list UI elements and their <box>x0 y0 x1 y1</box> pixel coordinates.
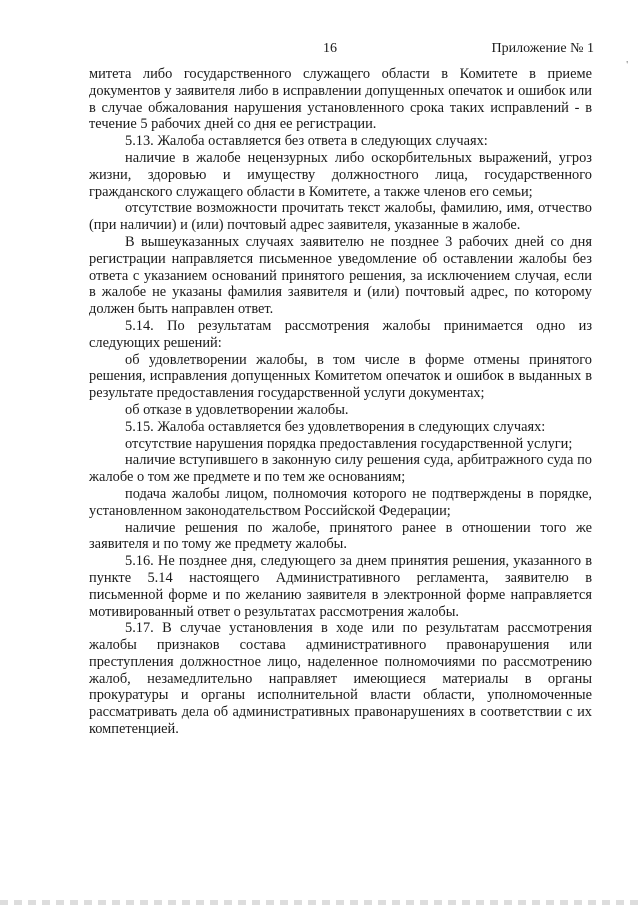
scan-border <box>0 900 640 905</box>
edge-mark: ' <box>626 60 628 71</box>
paragraph-item: подача жалобы лицом, полномочия которого не подтверждены в порядке, установленном законодательством Российской Федерации; <box>89 485 592 519</box>
paragraph-5-15: 5.15. Жалоба оставляется без удовлетворения в следующих случаях: <box>125 418 546 435</box>
page-number: 16 <box>323 41 337 56</box>
paragraph-5-14: 5.14. По результатам рассмотрения жалобы принимается одно из следующих решений: <box>89 317 592 351</box>
paragraph-item: об удовлетворении жалобы, в том числе в форме отмены принятого решения, исправления допущенных Комитетом опечаток и ошибок в выданных в результате предоставления государственной услуги документах; <box>89 351 592 402</box>
paragraph: В вышеуказанных случаях заявителю не позднее 3 рабочих дней со дня регистрации направляется письменное уведомление об оставлении жалобы без ответа с указанием оснований принятого решения, за исключением случая, если в жалобе не указаны фамилия заявителя и (или) почтовый адрес, по которому должен быть направлен ответ. <box>89 233 592 318</box>
paragraph-5-16: 5.16. Не позднее дня, следующего за днем принятия решения, указанного в пункте 5.14 настоящего Административного регламента, заявителю в письменной форме и по желанию заявителя в электронной форме направляется мотивированный ответ о результатах рассмотрения жалобы. <box>89 553 592 620</box>
paragraph-item: отсутствие возможности прочитать текст жалобы, фамилию, имя, отчество (при наличии) и (или) почтовый адрес заявителя, указанные в жалобе. <box>89 200 592 234</box>
paragraph-continuation: митета либо государственного служащего области в Комитете в приеме документов у заявителя либо в исправлении допущенных опечаток и ошибок или в случае обжалования нарушения установленного срока таких исправлений - в течение 5 рабочих дней со дня ее регистрации. <box>89 66 592 133</box>
paragraph-item: об отказе в удовлетворении жалобы. <box>125 401 349 418</box>
paragraph-item: наличие в жалобе нецензурных либо оскорбительных выражений, угроз жизни, здоровью и имуществу должностного лица, государственного гражданского служащего области в Комитете, а также членов его семьи; <box>89 149 592 200</box>
document-body <box>89 66 592 738</box>
paragraph-item: наличие решения по жалобе, принятого ранее в отношении того же заявителя и по тому же предмету жалобы. <box>89 519 592 553</box>
paragraph-item: отсутствие нарушения порядка предоставления государственной услуги; <box>125 435 573 452</box>
paragraph-5-13: 5.13. Жалоба оставляется без ответа в следующих случаях: <box>125 133 488 150</box>
appendix-label: Приложение № 1 <box>491 41 594 56</box>
paragraph-item: наличие вступившего в законную силу решения суда, арбитражного суда по жалобе о том же предмете и по тем же основаниям; <box>89 452 592 486</box>
paragraph-5-17: 5.17. В случае установления в ходе или по результатам рассмотрения жалобы признаков состава административного правонарушения или преступления должностное лицо, наделенное полномочиями по рассмотрению жалоб, незамедлительно направляет имеющиеся материалы в органы прокуратуры и органы исполнительной власти области, уполномоченные рассматривать дела об административных правонарушениях в соответствии с их компетенцией. <box>89 620 592 738</box>
